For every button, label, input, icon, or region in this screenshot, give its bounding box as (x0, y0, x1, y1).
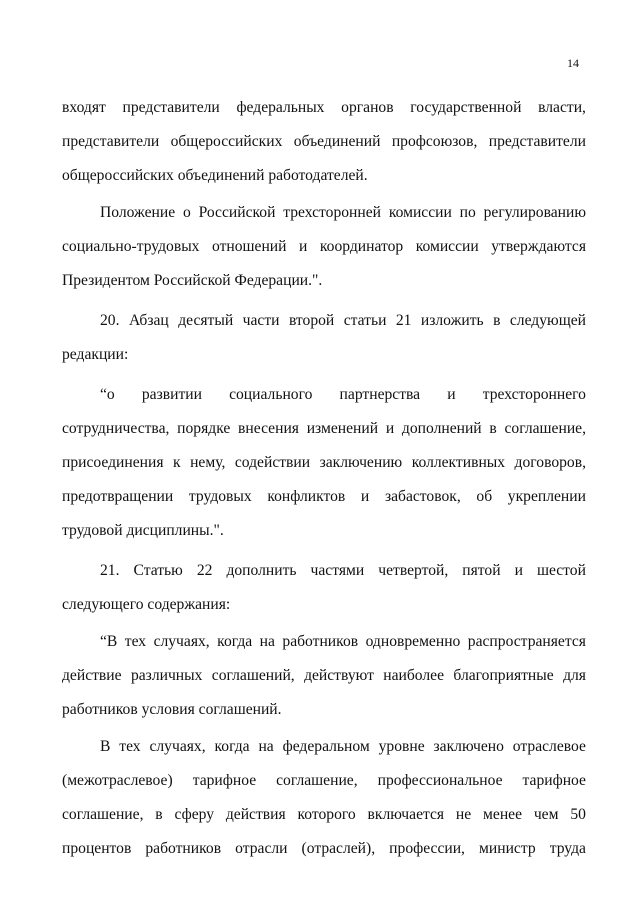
text-line (62, 730, 586, 764)
word: одновременно (365, 633, 461, 650)
text-line (62, 230, 586, 264)
text-line (62, 480, 586, 514)
word: сферу (174, 806, 215, 823)
text-line (62, 412, 586, 446)
word: о (182, 204, 191, 221)
word: присоединения (62, 454, 164, 471)
word: процентов (62, 840, 132, 857)
text-line (62, 764, 586, 798)
word: случаях, (153, 633, 210, 650)
word: когда (214, 738, 250, 755)
word: в (489, 420, 497, 437)
word: соглашение, (276, 772, 358, 789)
word: Российской (198, 204, 276, 221)
word: 20. (100, 312, 120, 329)
word: и (447, 386, 456, 403)
word: и (299, 238, 308, 255)
word: коллективных (411, 454, 506, 471)
word: и (514, 562, 523, 579)
word: Положение (100, 204, 176, 221)
word: действия (225, 806, 286, 823)
word: дополнить (226, 562, 297, 579)
word: нему, (190, 454, 226, 471)
page-number: 14 (567, 56, 579, 70)
word: власти, (538, 99, 586, 116)
word: не (455, 806, 472, 823)
document-body (62, 91, 586, 866)
word: регулированию (483, 204, 586, 221)
word: на (258, 738, 274, 755)
word: включается (367, 806, 445, 823)
word: порядке (177, 420, 231, 437)
text-line (62, 625, 586, 659)
word: трехстороннего (482, 386, 586, 403)
word: для (563, 667, 586, 684)
word: на (259, 633, 275, 650)
word: сотрудничества, (62, 420, 170, 437)
word: тарифное (522, 772, 586, 789)
word: входят (62, 99, 106, 116)
word: изложить (420, 312, 484, 329)
word: чем (533, 806, 559, 823)
word: соглашение, (62, 806, 144, 823)
word: министр (479, 840, 536, 857)
text-line (62, 378, 586, 412)
word: менее (483, 806, 523, 823)
word: представители (488, 133, 586, 150)
text-line: трудовой дисциплины.". (62, 522, 224, 539)
word: забастовок, (384, 488, 461, 505)
word: заключению (319, 454, 403, 471)
text-line (62, 798, 586, 832)
text-line: Президентом Российской Федерации.". (62, 272, 323, 289)
word: наиболее (383, 667, 445, 684)
word: действуют (304, 667, 374, 684)
word: об (476, 488, 493, 505)
word: соглашение, (504, 420, 586, 437)
word: четвертой, (378, 562, 449, 579)
word: укреплении (507, 488, 586, 505)
text-line: редакции: (62, 346, 129, 363)
word: в (155, 806, 163, 823)
word: которого (297, 806, 356, 823)
word: случаях, (149, 738, 206, 755)
word: представители (122, 99, 220, 116)
text-line (62, 91, 586, 125)
word: 21 (395, 312, 412, 329)
word: общероссийских (170, 133, 283, 150)
word: шестой (536, 562, 586, 579)
word: (отраслей), (301, 840, 376, 857)
word: и (360, 488, 370, 505)
word: части (242, 312, 280, 329)
word: пятой (462, 562, 501, 579)
word: конфликтов (267, 488, 346, 505)
word: объединений (293, 133, 381, 150)
word: профессии, (389, 840, 465, 857)
word: профессиональное (377, 772, 503, 789)
word: “о (100, 386, 115, 403)
word: работников (282, 633, 359, 650)
word: благоприятные (453, 667, 554, 684)
text-line (62, 832, 586, 866)
text-line: общероссийских объединений работодателей. (62, 167, 368, 184)
word: действие (62, 667, 122, 684)
word: предотвращении (62, 488, 174, 505)
word: тех (124, 633, 147, 650)
word: координатор (319, 238, 404, 255)
word: органов (341, 99, 394, 116)
word: представители (62, 133, 160, 150)
word: (межотраслевое) (62, 772, 173, 789)
word: статьи (343, 312, 387, 329)
word: соглашений, (211, 667, 295, 684)
word: отношений (211, 238, 287, 255)
word: “В (100, 633, 118, 650)
word: социального (229, 386, 313, 403)
word: отраслевое (512, 738, 586, 755)
word: и (385, 420, 395, 437)
text-line (62, 659, 586, 693)
word: различных (130, 667, 203, 684)
word: развитии (141, 386, 202, 403)
word: в (493, 312, 501, 329)
word: Статью (133, 562, 183, 579)
word: тарифное (192, 772, 257, 789)
text-line (62, 554, 586, 588)
word: к (173, 454, 181, 471)
word: социально-трудовых (62, 238, 200, 255)
word: труда (549, 840, 586, 857)
word: комиссии (415, 238, 479, 255)
word: по (459, 204, 476, 221)
text-line: работников условия соглашений. (62, 701, 282, 718)
word: изменений (306, 420, 379, 437)
word: десятый (178, 312, 234, 329)
word: частями (310, 562, 365, 579)
text-line (62, 125, 586, 159)
text-line (62, 196, 586, 230)
word: тех (119, 738, 141, 755)
text-line (62, 446, 586, 480)
word: профсоюзов, (391, 133, 478, 150)
word: утверждаются (491, 238, 586, 255)
word: федеральных (236, 99, 325, 116)
word: 22 (196, 562, 213, 579)
word: второй (288, 312, 335, 329)
word: распространяется (467, 633, 586, 650)
word: 21. (100, 562, 120, 579)
word: 50 (570, 806, 586, 823)
text-line (62, 304, 586, 338)
word: заключено (433, 738, 504, 755)
word: партнерства (339, 386, 421, 403)
word: государственной (410, 99, 522, 116)
word: работников (145, 840, 222, 857)
word: трехсторонней (283, 204, 381, 221)
word: федеральном (282, 738, 370, 755)
word: комиссии (388, 204, 452, 221)
word: следующей (509, 312, 586, 329)
word: когда (217, 633, 253, 650)
word: содействии (234, 454, 311, 471)
word: договоров, (514, 454, 586, 471)
text-line: следующего содержания: (62, 596, 231, 613)
word: В (100, 738, 111, 755)
word: отрасли (235, 840, 288, 857)
word: дополнений (401, 420, 482, 437)
word: Абзац (128, 312, 169, 329)
word: уровне (378, 738, 425, 755)
word: трудовых (188, 488, 252, 505)
word: внесения (238, 420, 299, 437)
